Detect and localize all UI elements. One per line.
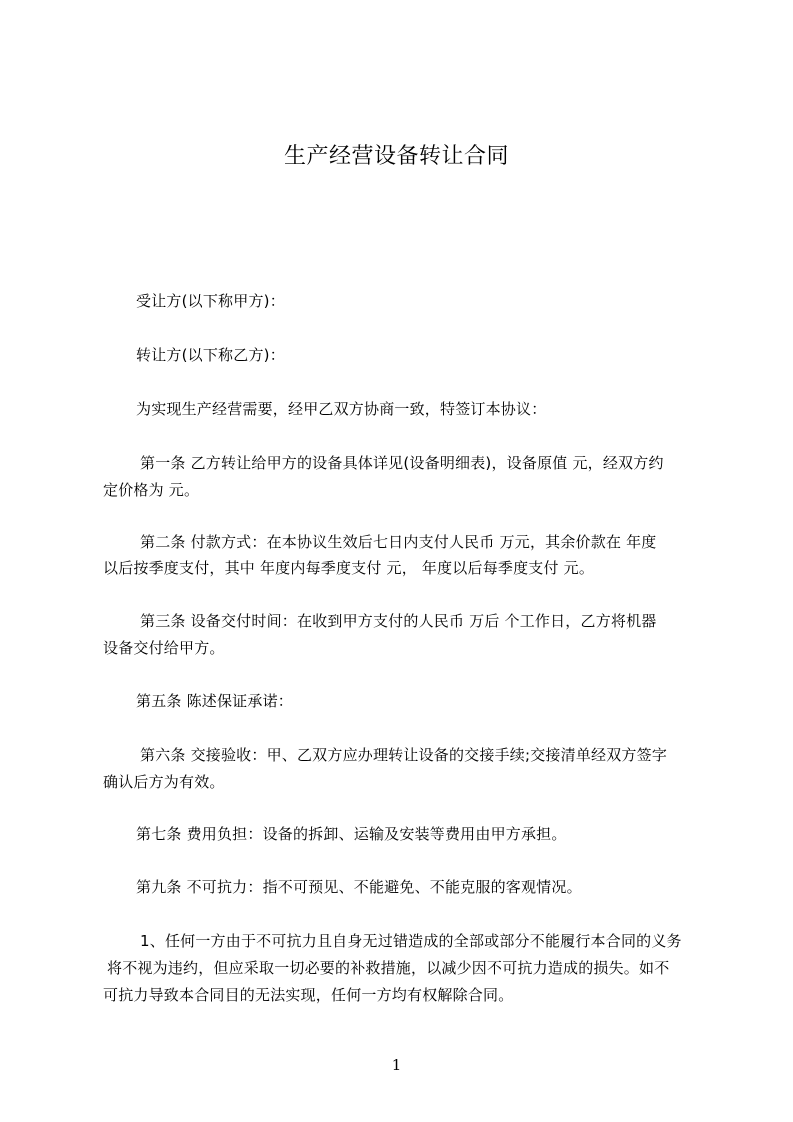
article-9: 第九条 不可抗力：指不可预见、不能避免、不能克服的客观情况。 [136,878,582,896]
article-5: 第五条 陈述保证承诺： [136,692,293,710]
paragraph-preamble: 为实现生产经营需要，经甲乙双方协商一致，特签订本协议： [136,400,547,418]
article-1-line-1: 第一条 乙方转让给甲方的设备具体详见(设备明细表)，设备原值 元，经双方约 [140,454,664,472]
paragraph-transferor: 转让方(以下称乙方)： [136,346,285,364]
article-6-line-1: 第六条 交接验收：甲、乙双方应办理转让设备的交接手续;交接清单经双方签字 [140,746,668,764]
document-title: 生产经营设备转让合同 [283,144,509,169]
article-3-line-1: 第三条 设备交付时间：在收到甲方支付的人民币 万后 个工作日，乙方将机器 [140,612,657,630]
page-number: 1 [391,1056,402,1074]
article-1-line-2: 定价格为 元。 [103,481,200,499]
article-6-line-2: 确认后方为有效。 [103,773,225,791]
article-7: 第七条 费用负担：设备的拆卸、运输及安装等费用由甲方承担。 [136,825,567,843]
paragraph-transferee: 受让方(以下称甲方)： [136,292,285,310]
clause-1-line-3: 可抗力导致本合同目的无法实现，任何一方均有权解除合同。 [103,986,514,1004]
article-2-line-2: 以后按季度支付，其中 年度内每季度支付 元， 年度以后每季度支付 元。 [103,559,595,577]
article-2-line-1: 第二条 付款方式：在本协议生效后七日内支付人民币 万元，其余价款在 年度 [140,533,657,551]
article-3-line-2: 设备交付给甲方。 [103,639,225,657]
clause-1-line-1: 1、任何一方由于不可抗力且自身无过错造成的全部或部分不能履行本合同的义务 [140,932,682,950]
clause-1-line-2: 将不视为违约，但应采取一切必要的补救措施，以减少因不可抗力造成的损失。如不 [107,959,670,977]
